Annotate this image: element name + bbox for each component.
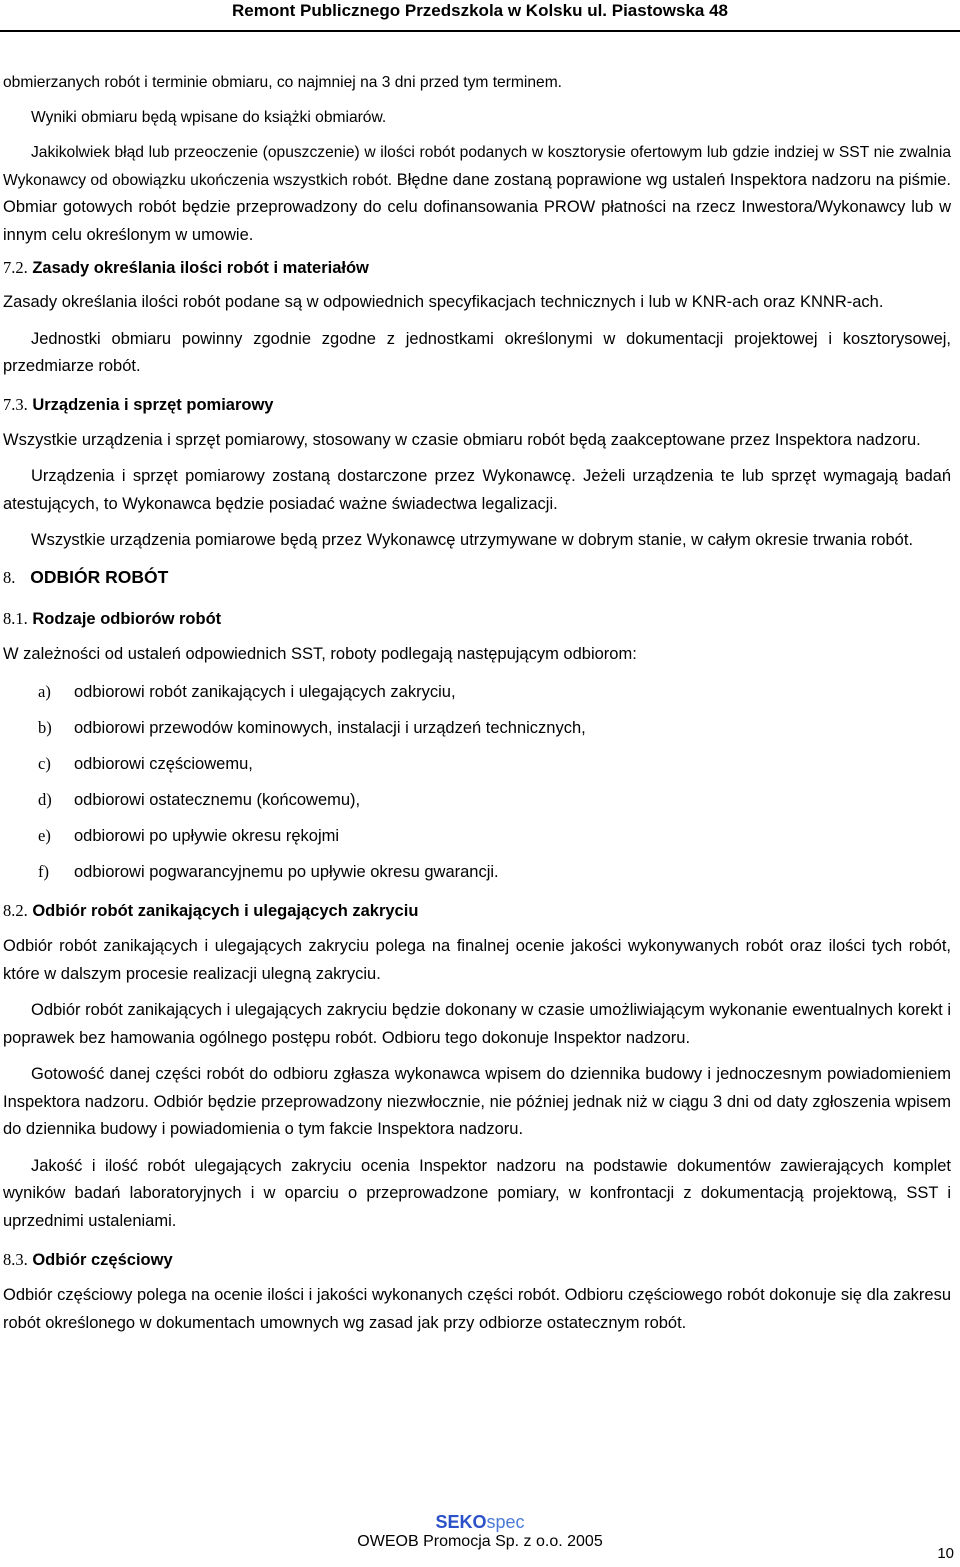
section-heading-8-3 [3, 1247, 951, 1273]
section-number: 8. [3, 567, 16, 587]
list-item [3, 859, 951, 885]
section-heading-8-1 [3, 606, 951, 632]
section-heading-7-3 [3, 392, 951, 418]
list-item-letter: b) [38, 718, 52, 737]
list-item-letter: f) [38, 862, 49, 881]
paragraph-part: Błędne dane zostaną poprawione wg ustaleń Inspektora nadzoru na piśmie. Obmiar gotowych robót będzie przeprowadzony do celu dofinansowania PROW płatności na rzecz Inwestora/Wykonawcy lub w innym celu określonym w umowie. [3, 170, 951, 244]
paragraph: obmierzanych robót i terminie obmiaru, co najmniej na 3 dni przed tym terminem. [3, 74, 563, 91]
section-heading-8-2 [3, 898, 951, 924]
list-item [3, 715, 951, 741]
paragraph: Urządzenia i sprzęt pomiarowy zostaną dostarczone przez Wykonawcę. Jeżeli urządzenia te lub sprzęt wymagają badań atestujących, to Wykonawca będzie posiadać ważne świadectwa legalizacji. [3, 467, 951, 513]
paragraph-part: Jakikolwiek błąd lub przeoczenie (opuszczenie) w ilości robót podanych w kosztorysie ofertowym lub gdzie indziej w SST nie zwalnia Wykonawcy od obowiązku ukończenia wszystkich robót. [3, 144, 951, 189]
paragraph: Gotowość danej części robót do odbioru zgłasza wykonawca wpisem do dziennika budowy i jednoczesnym powiadomieniem Inspektora nadzoru. Odbiór będzie przeprowadzony niezwłocznie, nie później jednak niż w ciągu 3 dni od daty zgłoszenia wpisem do dziennika budowy i powiadomienia o tym fakcie Inspektora nadzoru. [3, 1065, 951, 1138]
brand-light: spec [486, 1512, 525, 1532]
section-heading-8 [3, 564, 951, 591]
section-title: Rodzaje odbiorów robót [32, 609, 222, 628]
paragraph: W zależności od ustaleń odpowiednich SST, roboty podlegają następującym odbiorom: [3, 644, 637, 663]
page-number: 10 [937, 1545, 954, 1562]
paragraph: Odbiór częściowy polega na ocenie ilości i jakości wykonanych części robót. Odbioru częściowego robót dokonuje się dla zakresu robót określonego w dokumentach umownych wg zasad jak przy odbiorze ostatecznym robót. [3, 1286, 951, 1332]
list-item-text: odbiorowi ostatecznemu (końcowemu), [74, 791, 361, 809]
header-divider [0, 30, 960, 32]
paragraph: Odbiór robót zanikających i ulegających zakryciu będzie dokonany w czasie umożliwiającym wykonanie ewentualnych korekt i poprawek bez hamowania ogólnego postępu robót. Odbioru tego dokonuje Inspektor nadzoru. [3, 1001, 951, 1047]
document-body [3, 69, 951, 1337]
section-number: 7.3. [3, 394, 28, 414]
section-number: 8.2. [3, 901, 28, 920]
reception-types-list [3, 679, 951, 885]
list-item [3, 751, 951, 777]
paragraph: Wszystkie urządzenia pomiarowe będą przez Wykonawcę utrzymywane w dobrym stanie, w całym okresie trwania robót. [31, 531, 914, 549]
list-item-text: odbiorowi po upływie okresu rękojmi [74, 827, 340, 845]
section-title: Odbiór robót zanikających i ulegających zakryciu [32, 902, 419, 920]
list-item-letter: d) [38, 790, 52, 809]
section-title: Urządzenia i sprzęt pomiarowy [32, 395, 274, 414]
paragraph: Wszystkie urządzenia i sprzęt pomiarowy, stosowany w czasie obmiaru robót będą zaakceptowane przez Inspektora nadzoru. [3, 430, 921, 449]
paragraph [3, 139, 951, 249]
list-item-text: odbiorowi pogwarancyjnemu po upływie okresu gwarancji. [74, 863, 499, 881]
list-item [3, 679, 951, 705]
paragraph: Jednostki obmiaru powinny zgodnie zgodne z jednostkami określonymi w dokumentacji projektowej i kosztorysowej, przedmiarze robót. [3, 329, 951, 375]
paragraph: Wyniki obmiaru będą wpisane do książki obmiarów. [31, 108, 387, 126]
section-heading-7-2 [3, 255, 951, 281]
list-item-text: odbiorowi robót zanikających i ulegających zakryciu, [74, 683, 456, 701]
section-title: ODBIÓR ROBÓT [30, 566, 169, 587]
brand-bold: SEKO [435, 1512, 487, 1532]
footer-brand-logo [0, 1512, 960, 1533]
section-number: 8.1. [3, 608, 28, 628]
paragraph: Zasady określania ilości robót podane są w odpowiednich specyfikacjach technicznych i lub w KNR-ach oraz KNNR-ach. [3, 293, 884, 311]
list-item-text: odbiorowi częściowemu, [74, 755, 253, 773]
list-item [3, 787, 951, 813]
paragraph: Jakość i ilość robót ulegających zakryciu ocenia Inspektor nadzoru na podstawie dokumentów zawierających komplet wyników badań laboratoryjnych i w oparciu o przeprowadzone pomiary, w konfrontacji z dokumentacją projektową, SST i uprzednimi ustaleniami. [3, 1156, 951, 1230]
list-item-letter: e) [38, 826, 51, 845]
list-item [3, 823, 951, 849]
paragraph: Odbiór robót zanikających i ulegających zakryciu polega na finalnej ocenie jakości wykonywanych robót oraz ilości tych robót, które w dalszym procesie realizacji ulegną zakryciu. [3, 937, 951, 983]
list-item-text: odbiorowi przewodów kominowych, instalacji i urządzeń technicznych, [74, 719, 586, 737]
page-header-title: Remont Publicznego Przedszkola w Kolsku ul. Piastowska 48 [232, 1, 728, 20]
section-number: 8.3. [3, 1250, 28, 1269]
footer-company: OWEOB Promocja Sp. z o.o. 2005 [357, 1533, 603, 1550]
section-title: Odbiór częściowy [32, 1251, 173, 1269]
list-item-letter: a) [38, 682, 51, 701]
section-number: 7.2. [3, 258, 28, 277]
section-title: Zasady określania ilości robót i materiałów [32, 259, 369, 277]
list-item-letter: c) [38, 754, 51, 773]
